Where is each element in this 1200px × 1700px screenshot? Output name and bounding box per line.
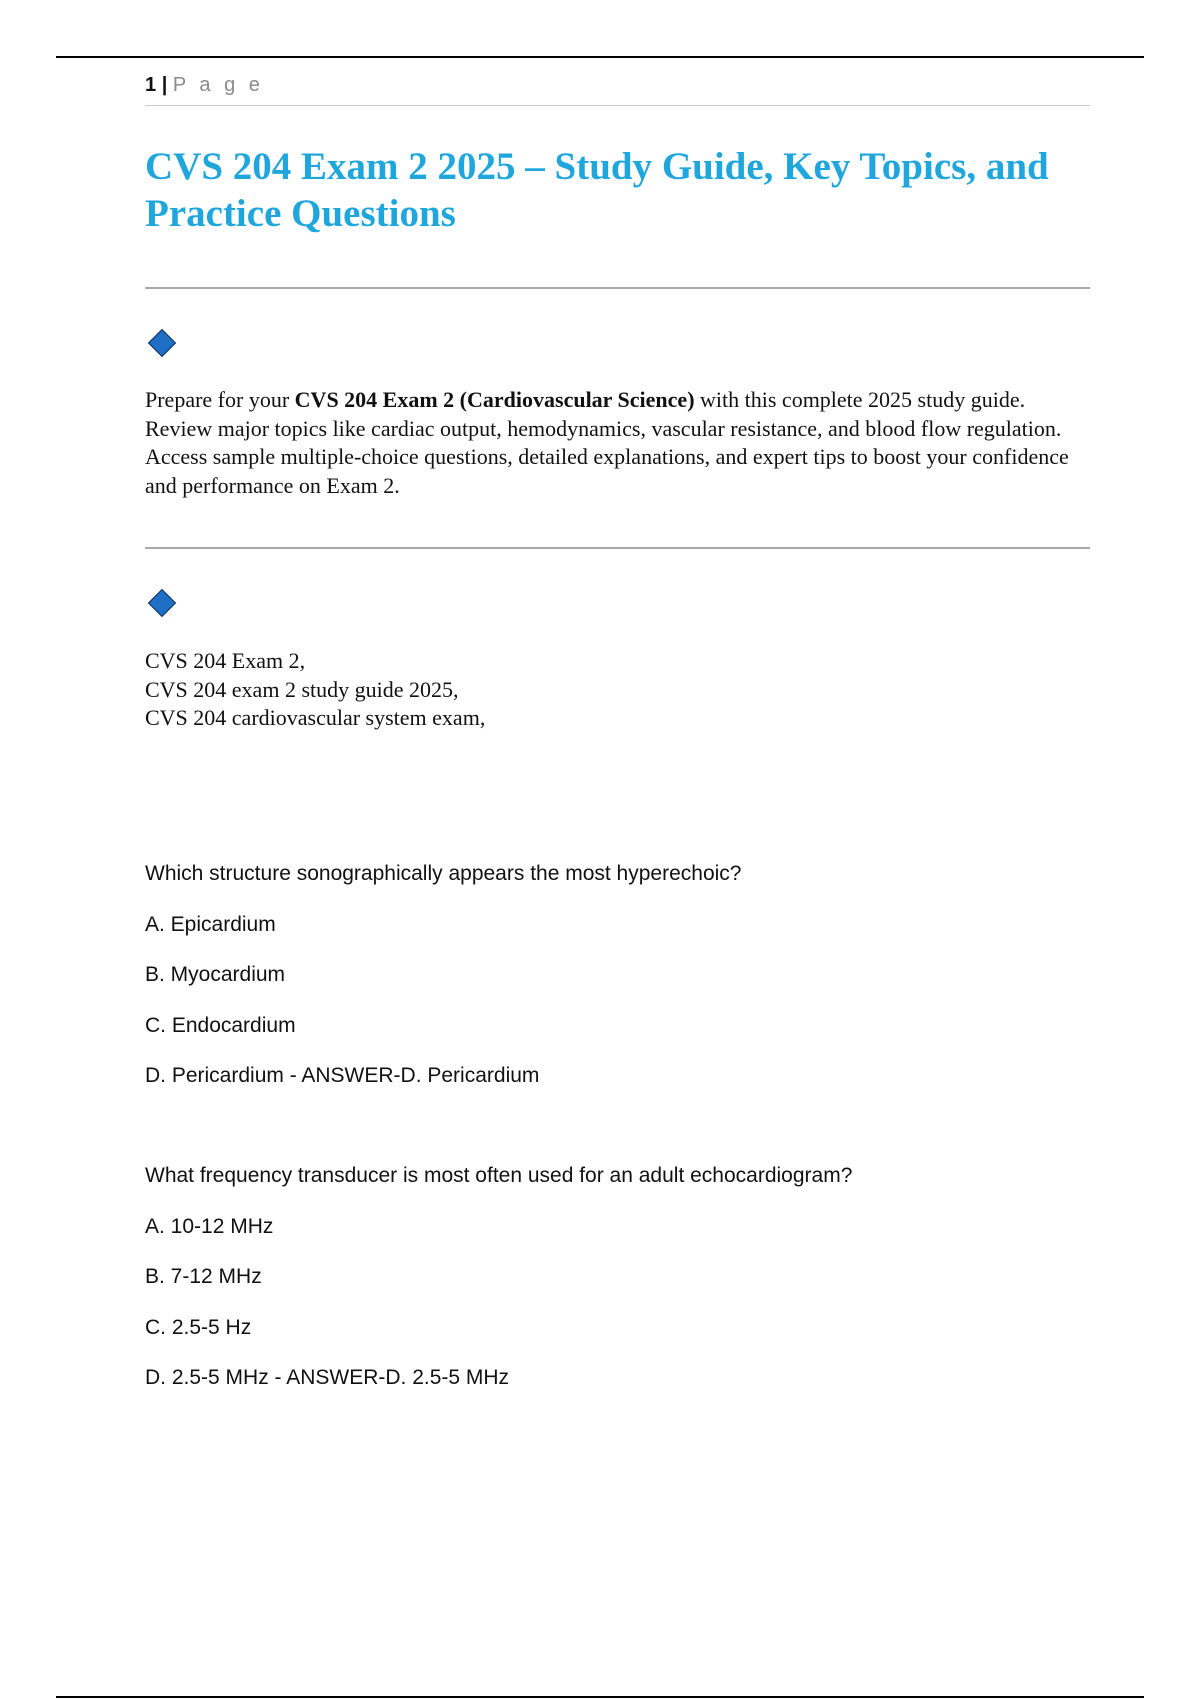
- answer-option: A. 10-12 MHz: [145, 1214, 274, 1238]
- keyword-item: CVS 204 exam 2 study guide 2025,: [145, 676, 459, 702]
- answer-option: C. 2.5-5 Hz: [145, 1315, 252, 1339]
- bottom-border-line: [56, 1696, 1144, 1698]
- intro-bold-course: CVS 204 Exam 2 (Cardiovascular Science): [294, 387, 695, 412]
- question-block: [145, 1161, 1090, 1414]
- question-text: Which structure sonographically appears the most hyperechoic?: [145, 862, 742, 885]
- page-separator: |: [161, 74, 168, 96]
- page-header: [145, 74, 1090, 106]
- answer-option: C. Endocardium: [145, 1013, 296, 1037]
- intro-paragraph: [145, 386, 1090, 500]
- section-divider: [145, 547, 1090, 549]
- intro-prefix: Prepare for your: [145, 387, 295, 412]
- question-text: What frequency transducer is most often used for an adult echocardiogram?: [145, 1164, 853, 1187]
- answer-option: B. Myocardium: [145, 963, 286, 986]
- answer-option: B. 7-12 MHz: [145, 1265, 262, 1288]
- answer-option: A. Epicardium: [145, 912, 276, 936]
- section-divider: [145, 287, 1090, 289]
- diamond-bullet-icon: [148, 589, 176, 617]
- top-border-line: [56, 56, 1144, 58]
- document-title: CVS 204 Exam 2 2025 – Study Guide, Key Topics, and Practice Questions: [145, 145, 1049, 235]
- keyword-list: [145, 647, 485, 733]
- keyword-item: CVS 204 cardiovascular system exam,: [145, 705, 486, 730]
- answer-option: D. Pericardium - ANSWER-D. Pericardium: [145, 1064, 540, 1087]
- page-number: 1: [145, 74, 157, 96]
- page-word: P a g e: [172, 74, 264, 96]
- answer-option: D. 2.5-5 MHz - ANSWER-D. 2.5-5 MHz: [145, 1366, 510, 1389]
- question-block: [145, 859, 1090, 1112]
- diamond-bullet-icon: [148, 329, 176, 357]
- intro-suffix: with this complete 2025 study guide. Review major topics like cardiac output, hemodynamics, vascular resistance, and blood flow regulation. Access sample multiple-choice questions, detailed explanations, and expert tips to boost your confidence and performance on Exam 2.: [145, 387, 1069, 498]
- keyword-item: CVS 204 Exam 2,: [145, 648, 306, 673]
